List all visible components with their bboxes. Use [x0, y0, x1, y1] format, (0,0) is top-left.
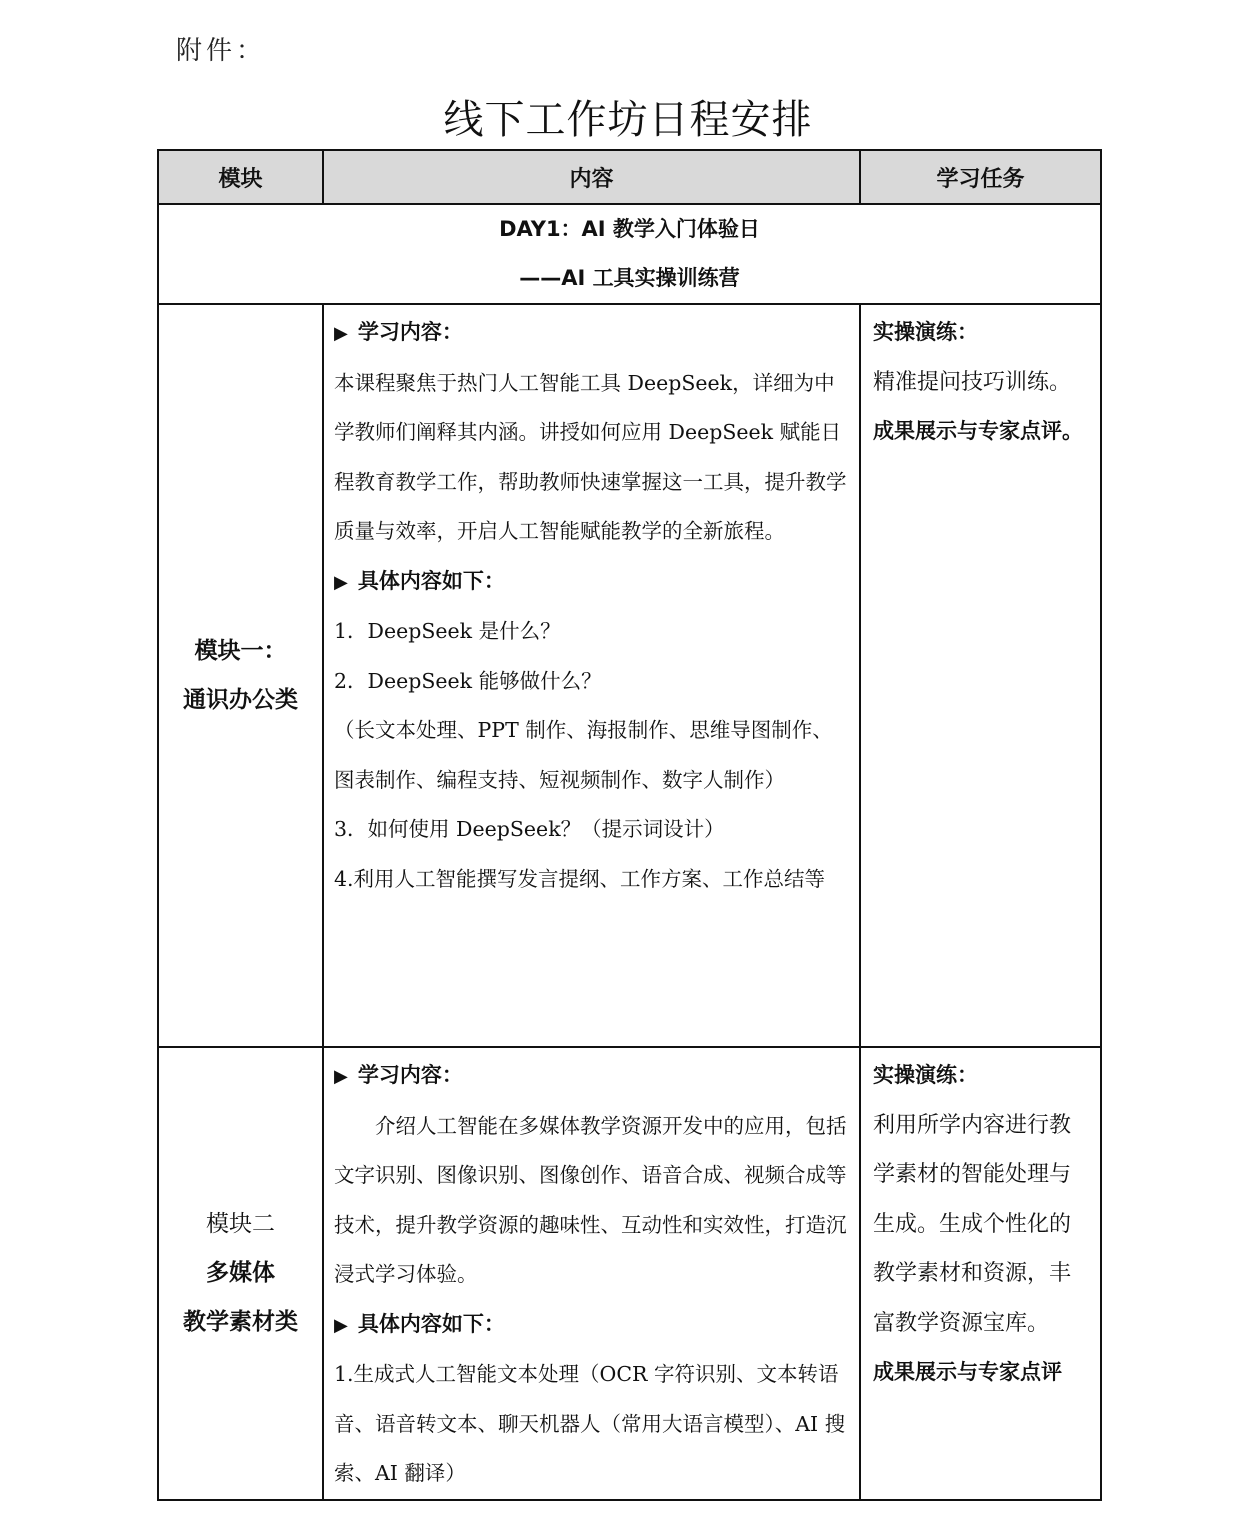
module1-item-1: 1．DeepSeek 是什么？	[334, 619, 561, 643]
module2-section2-heading: 具体内容如下：	[357, 1311, 505, 1336]
triangle-bullet-icon: ▶	[334, 1066, 348, 1087]
module2-section1-text: 介绍人工智能在多媒体教学资源开发中的应用，包括文字识别、图像识别、图像创作、语音合成、视频合成等技术，提升教学资源的趣味性、互动性和实效性，打造沉浸式学习体验。	[334, 1113, 847, 1286]
day1-title-cell	[158, 204, 1101, 304]
triangle-bullet-icon: ▶	[334, 571, 348, 593]
module2-name-line2: 多媒体	[206, 1259, 275, 1286]
attachment-label: 附件：	[176, 36, 267, 66]
module1-section1-heading-row	[334, 308, 849, 359]
module1-task-bold: 成果展示与专家点评。	[873, 419, 1083, 443]
day1-row	[158, 204, 1101, 304]
module1-task-text: 精准提问技巧训练。	[873, 369, 1072, 395]
module2-content-cell	[323, 1047, 860, 1500]
module2-section1-heading-row	[334, 1051, 849, 1102]
module1-item-3: （长文本处理、PPT 制作、海报制作、思维导图制作、图表制作、编程支持、短视频制作、数字人制作）	[334, 718, 833, 792]
module2-name-line1: 模块二	[206, 1210, 275, 1237]
day1-title: DAY1：AI 教学入门体验日	[499, 217, 760, 241]
module2-row	[158, 1047, 1101, 1500]
page-title: 线下工作坊日程安排	[443, 97, 813, 143]
module2-name-cell	[158, 1047, 323, 1500]
module1-content-cell	[323, 304, 860, 1047]
module1-section1-text: 本课程聚焦于热门人工智能工具 DeepSeek，详细为中学教师们阐释其内涵。讲授如何应用 DeepSeek 赋能日程教育教学工作，帮助教师快速掌握这一工具，提升教学质量与效率，开启人工智能赋能教学的全新旅程。	[334, 370, 847, 543]
module2-task-bold: 成果展示与专家点评	[873, 1360, 1062, 1384]
module1-name-line1: 模块一：	[194, 637, 287, 664]
header-task: 学习任务	[860, 150, 1101, 204]
module2-task-heading: 实操演练：	[873, 1063, 978, 1087]
module1-item-4: 3．如何使用 DeepSeek？（提示词设计）	[334, 817, 725, 841]
schedule-table	[157, 149, 1102, 1501]
module2-task-text: 利用所学内容进行教学素材的智能处理与生成。生成个性化的教学素材和资源，丰富教学资源宝库。	[873, 1112, 1072, 1336]
module1-row	[158, 304, 1101, 1047]
module2-section1-heading: 学习内容：	[357, 1063, 463, 1087]
module1-task-cell	[860, 304, 1101, 1047]
module2-item-1: 1.生成式人工智能文本处理（OCR 字符识别、文本转语音、语音转文本、聊天机器人（常用大语言模型）、AI 搜索、AI 翻译）	[334, 1362, 846, 1485]
module1-section2-heading: 具体内容如下：	[357, 568, 505, 593]
triangle-bullet-icon: ▶	[334, 1314, 348, 1336]
module1-name-cell	[158, 304, 323, 1047]
day1-subtitle: ——AI 工具实操训练营	[519, 266, 740, 290]
module1-section1-heading: 学习内容：	[357, 320, 463, 344]
triangle-bullet-icon: ▶	[334, 323, 348, 344]
module2-task-cell	[860, 1047, 1101, 1500]
module1-item-2: 2．DeepSeek 能够做什么？	[334, 668, 602, 693]
module1-item-5: 4.利用人工智能撰写发言提纲、工作方案、工作总结等	[334, 866, 826, 891]
module1-section2-heading-row	[334, 557, 849, 608]
table-header-row	[158, 150, 1101, 204]
module1-task-heading: 实操演练：	[873, 320, 978, 344]
header-content: 内容	[323, 150, 860, 204]
module2-name-line3: 教学素材类	[183, 1308, 298, 1335]
module1-name-line2: 通识办公类	[183, 686, 298, 713]
module2-section2-heading-row	[334, 1300, 849, 1351]
header-module: 模块	[158, 150, 323, 204]
